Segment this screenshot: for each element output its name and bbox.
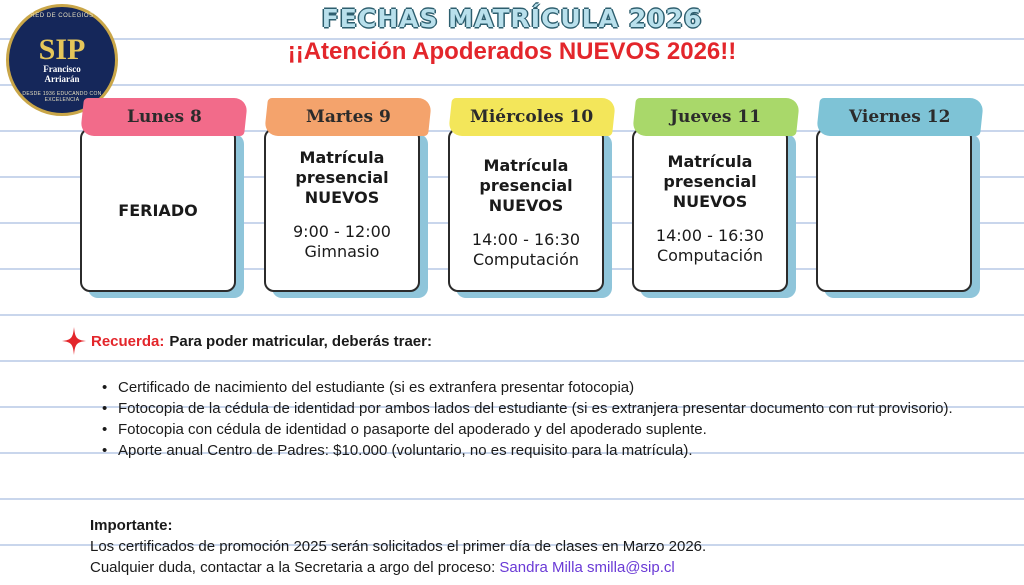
reminder-label: Recuerda: <box>91 332 165 350</box>
contact-link[interactable]: Sandra Milla smilla@sip.cl <box>499 559 675 576</box>
important-heading: Importante: <box>90 517 173 534</box>
list-item: • Fotocopia de la cédula de identidad por ambos lados del estudiante (si es extranjera presentar documento con rut provisorio). <box>100 398 1000 419</box>
card-body <box>80 128 236 292</box>
day-label: Miércoles 10 <box>470 107 594 127</box>
day-tab <box>632 98 800 136</box>
card-body <box>816 128 972 292</box>
day-time: 14:00 - 16:30 <box>471 230 581 249</box>
day-line2: presencial <box>295 168 389 187</box>
day-time: 9:00 - 12:00 <box>293 222 391 241</box>
reminder-line <box>62 327 432 355</box>
reminder-text: Para poder matricular, deberás traer: <box>169 332 432 350</box>
page-subtitle: ¡¡Atención Apoderados NUEVOS 2026!! <box>287 38 737 65</box>
logo-mark: SIP <box>38 33 86 67</box>
day-line1: Matrícula <box>483 156 569 175</box>
list-item: • Aporte anual Centro de Padres: $10.000 (voluntario, no es requisito para la matrícula). <box>100 440 1000 461</box>
day-tab <box>80 98 248 136</box>
day-label: Lunes 8 <box>126 107 202 127</box>
day-label: Jueves 11 <box>670 107 762 127</box>
list-item: • Fotocopia con cédula de identidad o pasaporte del apoderado y del apoderado suplente. <box>100 419 1000 440</box>
day-line2: presencial <box>663 172 757 191</box>
logo-ring-bottom: DESDE 1936 EDUCANDO CON EXCELENCIA <box>22 91 102 103</box>
important-line2 <box>90 557 706 578</box>
day-tab <box>816 98 984 136</box>
day-line1: Matrícula <box>299 148 385 167</box>
day-card-friday <box>816 98 986 298</box>
day-place: Computación <box>656 246 764 265</box>
requirements-list <box>100 377 1000 461</box>
day-note: FERIADO <box>118 200 198 220</box>
page-title: FECHAS MATRÍCULA 2026 <box>321 4 703 33</box>
logo-ring-top: RED DE COLEGIOS <box>30 13 94 19</box>
day-card-wednesday <box>448 98 618 298</box>
day-label: Viernes 12 <box>849 107 951 127</box>
day-line3: NUEVOS <box>672 192 748 211</box>
important-section <box>90 515 706 578</box>
day-tab <box>448 98 616 136</box>
day-time: 14:00 - 16:30 <box>655 226 765 245</box>
logo-name-line1: Francisco <box>43 64 81 75</box>
day-card-monday <box>80 98 250 298</box>
day-card-thursday <box>632 98 802 298</box>
day-place: Computación <box>472 250 580 269</box>
day-place: Gimnasio <box>304 242 380 261</box>
day-card-tuesday <box>264 98 434 298</box>
sparkle-star-icon <box>62 327 86 355</box>
card-body <box>632 128 788 292</box>
important-line2-text: Cualquier duda, contactar a la Secretaria a argo del proceso: <box>90 559 496 576</box>
card-body <box>264 128 420 292</box>
day-line3: NUEVOS <box>488 196 564 215</box>
day-line3: NUEVOS <box>304 188 380 207</box>
card-body <box>448 128 604 292</box>
day-line2: presencial <box>479 176 573 195</box>
day-label: Martes 9 <box>305 107 391 127</box>
important-line1: Los certificados de promoción 2025 serán solicitados el primer día de clases en Marzo 2026. <box>90 538 707 555</box>
day-line1: Matrícula <box>667 152 753 171</box>
logo-name-line2: Arriarán <box>44 74 80 84</box>
day-tab <box>264 98 432 136</box>
list-item: • Certificado de nacimiento del estudiante (si es extranfera presentar fotocopia) <box>100 377 1000 398</box>
